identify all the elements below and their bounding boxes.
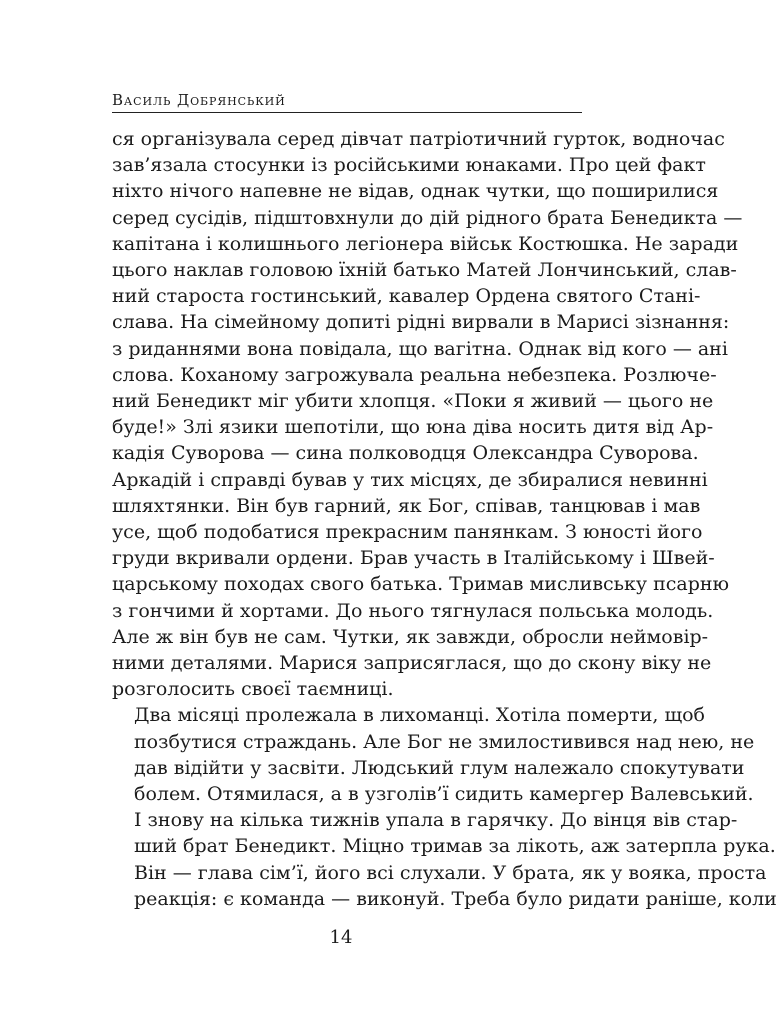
text-line: ся організувала серед дівчат патріотичний гурток, водночас [112, 128, 725, 150]
text-line: шляхтянки. Він був гарний, як Бог, співав, танцював і мав [112, 494, 701, 517]
paragraph-1 [112, 126, 743, 702]
text-line: розголосить своєї таємниці. [112, 678, 394, 701]
text-line: позбутися страждань. Але Бог не змилостивився над нею, не [134, 730, 755, 753]
text-line: з гончими й хортами. До нього тягнулася польська молодь. [112, 599, 714, 622]
text-line: з риданнями вона повідала, що вагітна. Однак від кого — ані [112, 337, 728, 360]
paragraph-2 [112, 702, 777, 912]
text-line: зав’язала стосунки із російськими юнаками. Про цей факт [112, 154, 706, 177]
text-line: реакція: є команда — виконуй. Треба було ридати раніше, коли [134, 887, 777, 910]
text-line: ний Бенедикт міг убити хлопця. «Поки я живий — цього не [112, 390, 714, 413]
text-line: усе, щоб подобатися прекрасним панянкам. З юності його [112, 521, 703, 544]
header-rule [112, 112, 582, 113]
text-line: Але ж він був не сам. Чутки, як завжди, обросли неймовір- [112, 625, 709, 648]
text-line: Аркадій і справді бував у тих місцях, де збиралися невинні [112, 468, 708, 491]
text-line: болем. Отямилася, а в узголів’ї сидить камергер Валевський. [134, 783, 754, 806]
text-line: ними деталями. Марися заприсяглася, що до скону віку не [112, 652, 712, 675]
text-line: слава. На сімейному допиті рідні вирвали в Марисі зізнання: [112, 311, 730, 334]
text-line: слова. Коханому загрожувала реальна небезпека. Розлюче- [112, 363, 717, 386]
text-line: капітана і колишнього легіонера військ Костюшка. Не заради [112, 232, 739, 255]
text-line: ший брат Бенедикт. Міцно тримав за лікоть, аж затерпла рука. [134, 835, 776, 858]
text-line: буде!» Злі язики шепотіли, що юна діва носить дитя від Ар- [112, 416, 714, 439]
text-line: кадія Суворова — сина полководця Олександра Суворова. [112, 442, 699, 465]
text-line: І знову на кілька тижнів упала в гарячку. До вінця вів стар- [134, 809, 738, 832]
text-line: дав відійти у засвіти. Людський глум належало спокутувати [134, 756, 745, 779]
text-line: серед сусідів, підштовхнули до дій рідного брата Бенедикта — [112, 206, 743, 229]
page-number: 14 [329, 927, 353, 948]
body-text [112, 126, 777, 912]
text-line: цього наклав головою їхній батько Матей Лончинський, слав- [112, 259, 737, 282]
text-line: Він — глава сім’ї, його всі слухали. У брата, як у вояка, проста [134, 861, 767, 884]
text-line: ніхто нічого напевне не відав, однак чутки, що поширилися [112, 180, 719, 203]
text-line: груди вкривали ордени. Брав участь в Італійському і Швей- [112, 547, 715, 570]
text-line: Два місяці пролежала в лихоманці. Хотіла померти, щоб [134, 704, 705, 727]
text-line: царському походах свого батька. Тримав мисливську псарню [112, 573, 730, 596]
running-head: Василь Добрянський [112, 91, 286, 109]
text-line: ний староста гостинський, кавалер Ордена святого Стані- [112, 285, 701, 308]
